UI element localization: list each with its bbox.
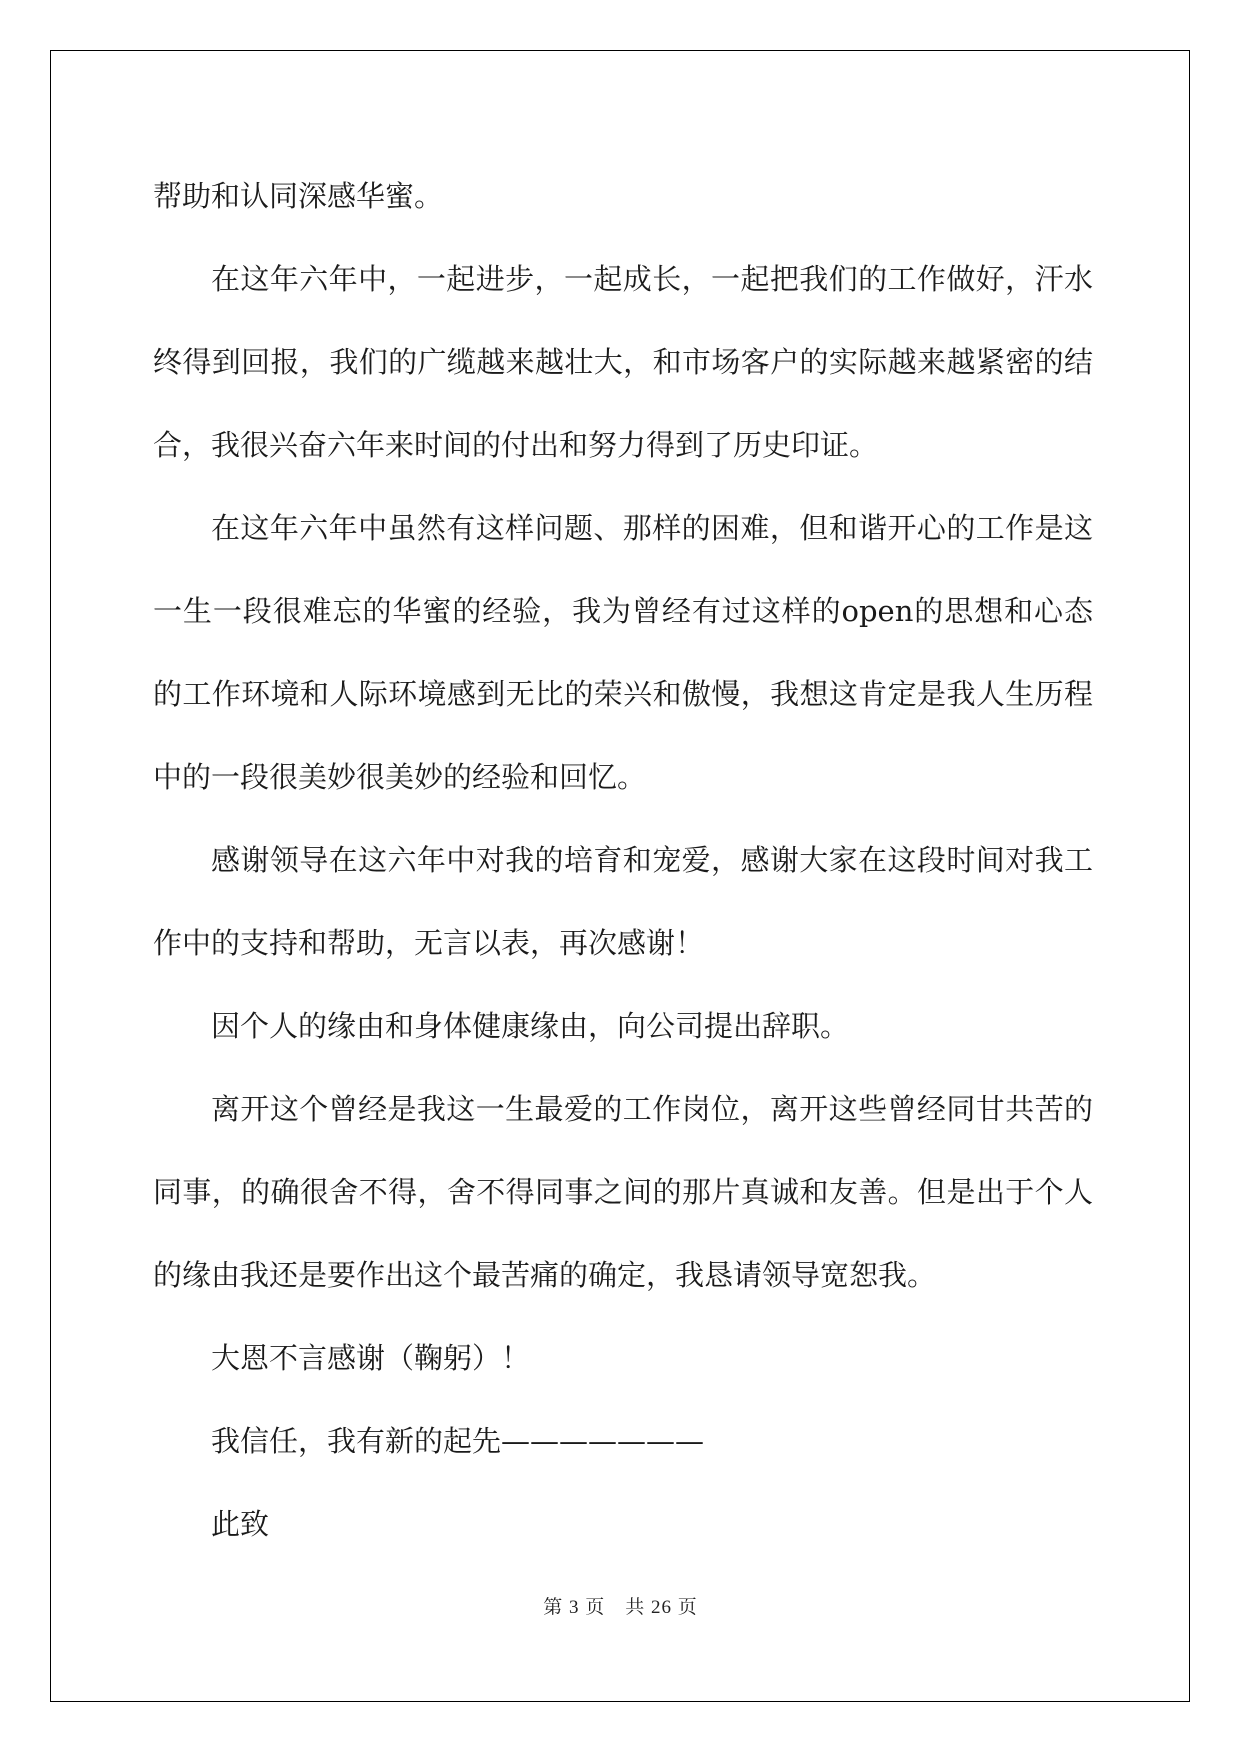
paragraph-6: 离开这个曾经是我这一生最爱的工作岗位，离开这些曾经同甘共苦的同事，的确很舍不得，舍不得同事之间的那片真诚和友善。但是出于个人的缘由我还是要作出这个最苦痛的确定，我恳请领导宽恕我。	[153, 1092, 1093, 1292]
page-number-footer: 第 3 页 共 26 页	[543, 1597, 698, 1618]
paragraph-8: 我信任，我有新的起先———————	[211, 1424, 705, 1458]
paragraph-9: 此致	[211, 1507, 270, 1541]
paragraph-7: 大恩不言感谢（鞠躬）！	[211, 1341, 531, 1375]
document-body	[153, 155, 1093, 1566]
paragraph-5: 因个人的缘由和身体健康缘由，向公司提出辞职。	[211, 1009, 850, 1043]
paragraph-2: 在这年六年中，一起进步，一起成长，一起把我们的工作做好，汗水终得到回报，我们的广缆越来越壮大，和市场客户的实际越来越紧密的结合，我很兴奋六年来时间的付出和努力得到了历史印证。	[153, 262, 1093, 462]
paragraph-3: 在这年六年中虽然有这样问题、那样的困难，但和谐开心的工作是这一生一段很难忘的华蜜的经验，我为曾经有过这样的open的思想和心态的工作环境和人际环境感到无比的荣兴和傲慢，我想这肯定是我人生历程中的一段很美妙很美妙的经验和回忆。	[153, 511, 1093, 794]
paragraph-1: 帮助和认同深感华蜜。	[153, 179, 444, 213]
paragraph-4: 感谢领导在这六年中对我的培育和宠爱，感谢大家在这段时间对我工作中的支持和帮助，无言以表，再次感谢！	[153, 843, 1093, 960]
